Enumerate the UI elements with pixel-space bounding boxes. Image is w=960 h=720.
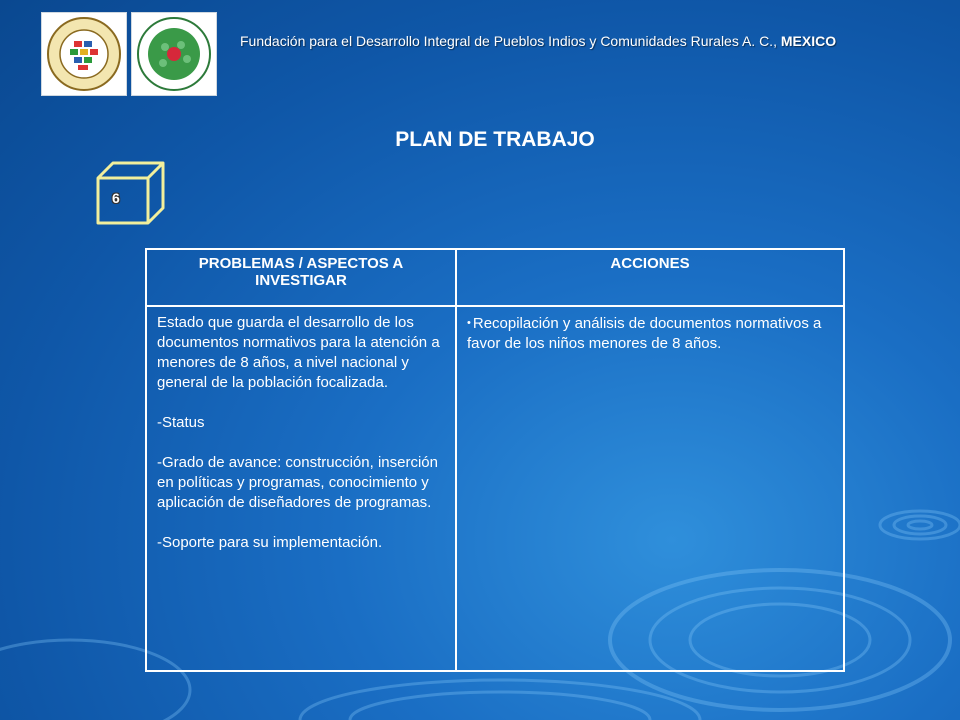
country-label: MEXICO: [780, 33, 837, 49]
actions-cell: [456, 306, 844, 671]
table-row: [146, 306, 844, 671]
problems-cell: [146, 306, 456, 671]
foundation-logo: [131, 12, 217, 96]
bullet-icon: •: [467, 317, 471, 329]
problem-paragraph: -Grado de avance: construcción, inserción en políticas y programas, conocimiento y aplicación de diseñadores de programas.: [157, 454, 438, 511]
problem-paragraph: -Soporte para su implementación.: [157, 534, 383, 551]
slide-number: 6: [112, 190, 120, 206]
table-header-row: [146, 249, 844, 306]
work-plan-table: [145, 248, 845, 672]
foundation-seal-icon: [135, 15, 213, 93]
problem-paragraph: -Status: [157, 414, 205, 431]
organization-header: [240, 33, 940, 49]
column-header-problems: PROBLEMAS / ASPECTOS A INVESTIGAR: [146, 249, 456, 306]
problem-paragraph: Estado que guarda el desarrollo de los documentos normativos para la atención a menores de 8 años, a nivel nacional y general de la población focalizada.: [157, 314, 440, 391]
page-title: PLAN DE TRABAJO: [395, 128, 595, 151]
cube-icon: [95, 160, 167, 226]
column-header-actions: ACCIONES: [456, 249, 844, 306]
oas-logo: [41, 12, 127, 96]
action-item: [467, 313, 833, 354]
action-text: Recopilación y análisis de documentos normativos a favor de los niños menores de 8 años.: [467, 315, 822, 352]
organization-name: Fundación para el Desarrollo Integral de Pueblos Indios y Comunidades Rurales A. C.,: [240, 33, 777, 49]
oas-seal-icon: [45, 15, 123, 93]
